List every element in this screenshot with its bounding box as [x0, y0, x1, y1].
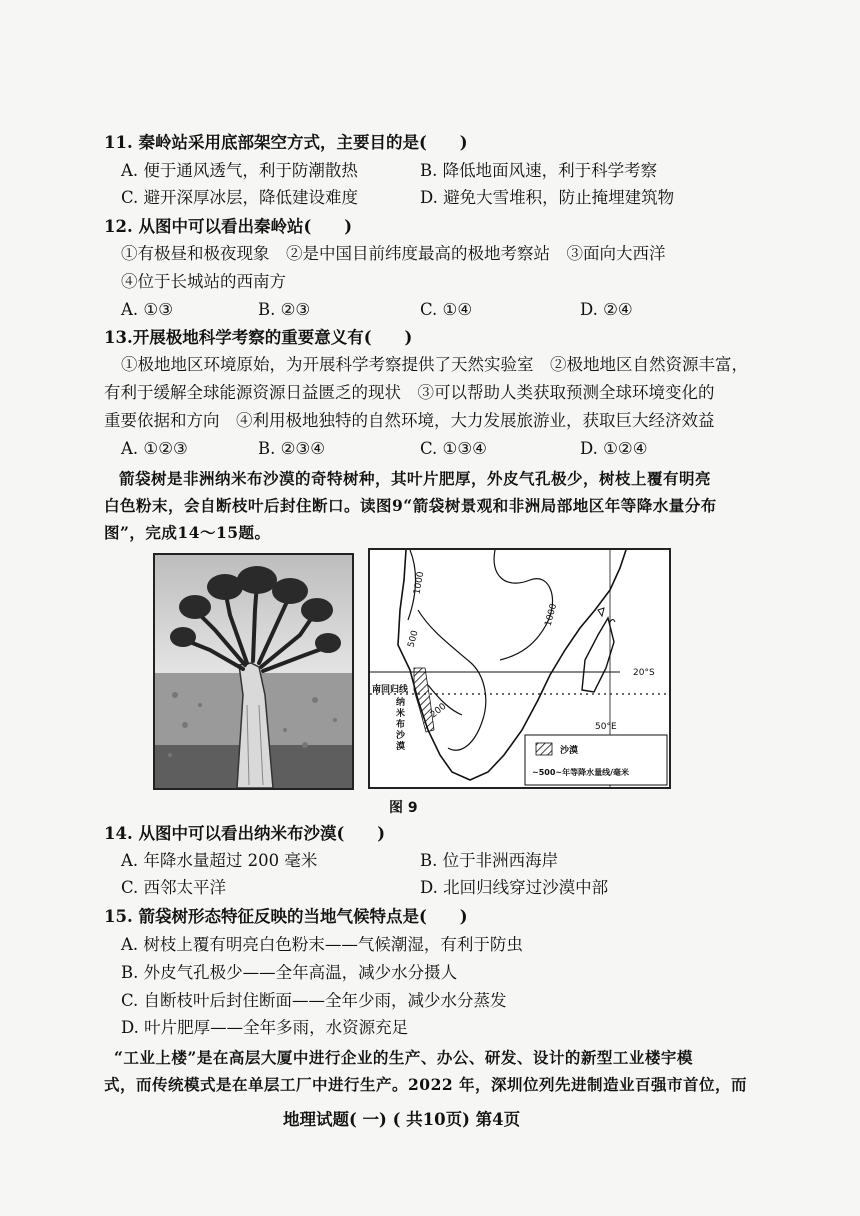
q14-option-b: B. 位于非洲西海岸 [420, 851, 559, 870]
q12-option-a: A. ①③ [121, 300, 173, 319]
figure-caption: 图 9 [389, 800, 418, 816]
tropic-label: 南回归线 [372, 685, 409, 695]
q13-statement-1: ①极地地区环境原始，为开展科学考察提供了天然实验室 ②极地地区自然资源丰富， [121, 355, 748, 374]
q14-option-c: C. 西邻太平洋 [121, 878, 227, 897]
q11-option-c: C. 避开深厚冰层，降低建设难度 [121, 188, 359, 207]
q11-option-a: A. 便于通风透气，利于防潮散热 [121, 161, 358, 180]
legend-desert-label: 沙漠 [560, 746, 579, 756]
q14-stem: 14. 从图中可以看出纳米布沙漠( ) [104, 824, 386, 843]
q15-option-a: A. 树枝上覆有明亮白色粉末——气候潮湿，有利于防虫 [121, 935, 523, 954]
q13-statement-3: 重要依据和方向 ④利用极地独特的自然环境，大力发展旅游业，获取巨大经济效益 [104, 411, 715, 430]
quiver-tree-photo [153, 553, 354, 790]
passage1-line-2: 白色粉末，会自断枝叶后封住断口。读图9“箭袋树景观和非洲局部地区年等降水量分布 [104, 496, 717, 515]
q13-option-d: D. ①②④ [580, 439, 648, 458]
passage2-line-2: 式，而传统模式是在单层工厂中进行生产。2022 年，深圳位列先进制造业百强市首位，而 [104, 1075, 748, 1094]
q13-option-b: B. ②③④ [258, 439, 325, 458]
q12-stem: 12. 从图中可以看出秦岭站( ) [104, 217, 353, 236]
longitude-label-50e: 50°E [595, 722, 617, 732]
q12-statement-2: ④位于长城站的西南方 [121, 272, 286, 291]
legend-isoline-label: ~500~年等降水量线/毫米 [532, 768, 630, 777]
q12-option-c: C. ①④ [420, 300, 473, 319]
passage2-line-1: “工业上楼”是在高层大厦中进行企业的生产、办公、研发、设计的新型工业楼宇模 [114, 1048, 693, 1067]
q13-option-a: A. ①②③ [121, 439, 188, 458]
q15-stem: 15. 箭袋树形态特征反映的当地气候特点是( ) [104, 907, 468, 926]
q14-option-a: A. 年降水量超过 200 毫米 [121, 851, 318, 870]
q12-statement-1: ①有极昼和极夜现象 ②是中国目前纬度最高的极地考察站 ③面向大西洋 [121, 244, 666, 263]
passage1-line-1: 箭袋树是非洲纳米布沙漠的奇特树种，其叶片肥厚，外皮气孔极少，树枝上覆有明亮 [119, 469, 712, 488]
q13-option-c: C. ①③④ [420, 439, 487, 458]
q13-statement-2: 有利于缓解全球能源资源日益匮乏的现状 ③可以帮助人类获取预测全球环境变化的 [104, 383, 715, 402]
q15-option-c: C. 自断枝叶后封住断面——全年少雨，减少水分蒸发 [121, 991, 507, 1010]
q11-option-d: D. 避免大雪堆积，防止掩埋建筑物 [420, 188, 675, 207]
q14-option-d: D. 北回归线穿过沙漠中部 [420, 878, 609, 897]
isoline-label-1000a: 1000 [412, 570, 427, 596]
q15-option-d: D. 叶片肥厚——全年多雨，水资源充足 [121, 1018, 409, 1037]
precipitation-map [368, 548, 671, 789]
q11-option-b: B. 降低地面风速，利于科学考察 [420, 161, 658, 180]
page-footer: 地理试题( 一) ( 共10页) 第4页 [283, 1110, 521, 1129]
passage1-line-3: 图”，完成14～15题。 [104, 523, 271, 542]
q11-stem: 11. 秦岭站采用底部架空方式，主要目的是( ) [104, 133, 468, 152]
isoline-label-1000b: 1000 [543, 602, 560, 628]
isoline-label-500: 500 [406, 629, 421, 649]
q12-option-d: D. ②④ [580, 300, 633, 319]
q13-stem: 13.开展极地科学考察的重要意义有( ) [104, 328, 413, 347]
namib-desert-label: 纳 米 布 沙 漠 [396, 698, 406, 752]
isoline-label-200: 200 [428, 701, 449, 721]
latitude-label-20s: 20°S [633, 668, 655, 678]
q15-option-b: B. 外皮气孔极少——全年高温，减少水分摄人 [121, 963, 458, 982]
q12-option-b: B. ②③ [258, 300, 311, 319]
